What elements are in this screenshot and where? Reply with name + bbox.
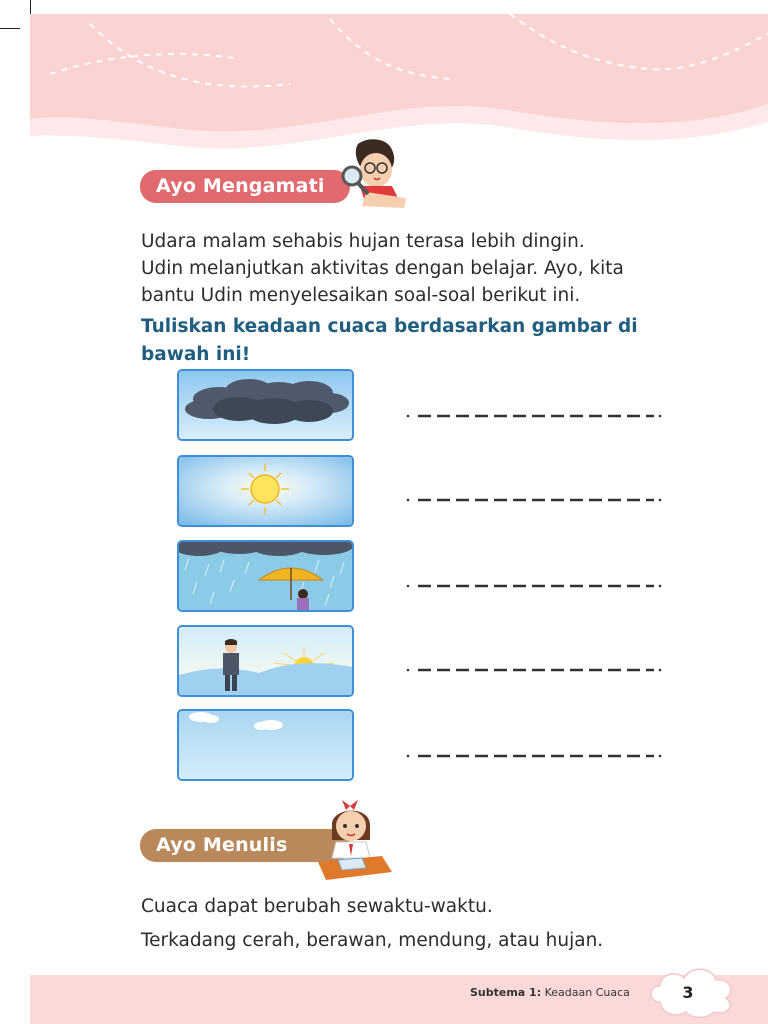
instruction-line: Tuliskan keadaan cuaca berdasarkan gambar di xyxy=(141,316,638,337)
weather-picture-sunny xyxy=(177,455,354,527)
answer-blank-5[interactable] xyxy=(406,753,662,759)
intro-line: Udin melanjutkan aktivitas dengan belajar. Ayo, kita xyxy=(141,258,624,279)
answer-blank-1[interactable] xyxy=(406,413,662,419)
page-number: 3 xyxy=(682,983,694,1002)
intro-line: Udara malam sehabis hujan terasa lebih dingin. xyxy=(141,231,585,252)
footer-subtema xyxy=(470,986,630,999)
sunrise-man-icon xyxy=(179,627,352,695)
weather-picture-sunrise xyxy=(177,625,354,697)
footer-subtema-label: Subtema 1: xyxy=(470,986,542,999)
light-clouds-icon xyxy=(179,711,352,781)
weather-picture-light-clouds xyxy=(177,709,354,781)
weather-picture-cloudy xyxy=(177,369,354,441)
answer-blank-2[interactable] xyxy=(406,497,662,503)
instruction-line: bawah ini! xyxy=(141,344,251,365)
ayo-mengamati-label: Ayo Mengamati xyxy=(156,175,325,197)
answer-blank-4[interactable] xyxy=(406,667,662,673)
crop-mark-horizontal xyxy=(0,28,20,29)
weather-picture-rain xyxy=(177,540,354,612)
answer-blank-3[interactable] xyxy=(406,583,662,589)
ayo-mengamati-badge xyxy=(140,170,350,203)
instruction-text xyxy=(141,313,701,369)
girl-writing-icon xyxy=(312,796,396,884)
closing-line-1: Cuaca dapat berubah sewaktu-waktu. xyxy=(141,896,493,917)
rain-umbrella-icon xyxy=(179,542,352,610)
closing-line-2: Terkadang cerah, berawan, mendung, atau hujan. xyxy=(141,930,604,951)
intro-paragraph xyxy=(141,228,701,309)
intro-line: bantu Udin menyelesaikan soal-soal berikut ini. xyxy=(141,285,581,306)
sunny-sky-icon xyxy=(179,457,352,525)
ayo-menulis-label: Ayo Menulis xyxy=(156,834,288,856)
footer-subtema-title: Keadaan Cuaca xyxy=(544,986,630,999)
cloudy-sky-icon xyxy=(179,371,352,439)
boy-magnifier-icon xyxy=(330,136,410,222)
